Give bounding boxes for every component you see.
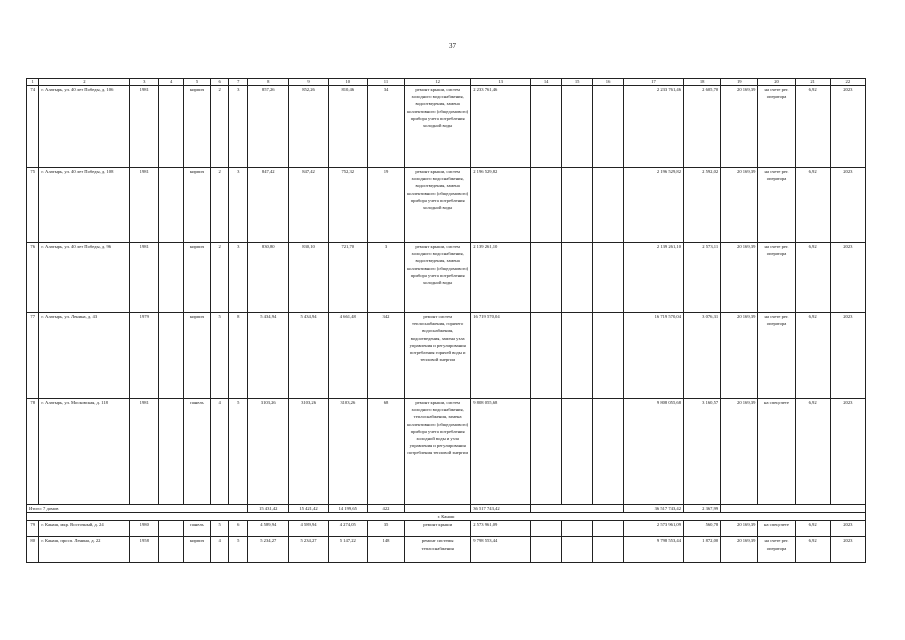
- floors-cell: 5: [210, 521, 229, 537]
- residents-cell: 19: [367, 168, 404, 243]
- reserve-cell: 6,92: [795, 313, 830, 399]
- fund-method-cell: на спецсчете: [758, 399, 795, 505]
- column-number: 20: [758, 79, 795, 86]
- fund-method-cell: на счете рег. оператора: [758, 537, 795, 563]
- year-built-cell: 1981: [130, 243, 159, 313]
- owners-funds-sum: 36 517 743,42: [624, 505, 684, 513]
- repair-works-cell: ремонт крыши: [405, 521, 471, 537]
- repair-works-cell: ремонт крыши, систем холодного водоснабжения, теплоснабжения, замена коллективного (общедомового) прибора учета потребления холодной воды и узла управления и регулирования потребления тепловой энергии: [405, 399, 471, 505]
- max-unit-cost-cell: 20 169,39: [721, 399, 758, 505]
- row-number: 79: [27, 521, 39, 537]
- reserve-cell: 6,92: [795, 521, 830, 537]
- empty-cell: [593, 243, 624, 313]
- empty-cell: [593, 399, 624, 505]
- entrances-cell: 6: [229, 521, 248, 537]
- wall-material-cell: кирпич: [184, 168, 211, 243]
- residents-cell: 3: [367, 243, 404, 313]
- unit-cost-cell: 2 605,70: [684, 86, 721, 168]
- empty-cell: [531, 168, 562, 243]
- empty-cell: [531, 313, 562, 399]
- living-area-cell: 752,32: [328, 168, 367, 243]
- max-unit-cost-cell: 20 169,39: [721, 521, 758, 537]
- column-number: 6: [210, 79, 229, 86]
- residents-cell: 148: [367, 537, 404, 563]
- floors-cell: 2: [210, 86, 229, 168]
- residents-cell: 68: [367, 399, 404, 505]
- row-number: 77: [27, 313, 39, 399]
- house-row: [27, 243, 866, 313]
- column-number: 7: [229, 79, 248, 86]
- completion-year-cell: 2023: [830, 399, 865, 505]
- max-unit-cost-cell: 20 169,39: [721, 86, 758, 168]
- house-row: [27, 168, 866, 243]
- completion-year-cell: 2023: [830, 168, 865, 243]
- empty-cell: [159, 243, 184, 313]
- wall-material-cell: кирпич: [184, 313, 211, 399]
- column-number: 22: [830, 79, 865, 86]
- unit-cost-cell: 3 076,31: [684, 313, 721, 399]
- column-number: 8: [248, 79, 289, 86]
- unit-cost-cell: 560,78: [684, 521, 721, 537]
- completion-year-cell: 2023: [830, 313, 865, 399]
- reserve-cell: 6,92: [795, 399, 830, 505]
- wall-material-cell: кирпич: [184, 243, 211, 313]
- completion-year-cell: 2023: [830, 537, 865, 563]
- empty-cell: [562, 537, 593, 563]
- empty-cell: [531, 399, 562, 505]
- empty-cell: [562, 399, 593, 505]
- completion-year-cell: 2023: [830, 243, 865, 313]
- total-cost-cell: 9 798 553,44: [471, 537, 531, 563]
- total-area-cell: 5 434,94: [248, 313, 289, 399]
- empty-cell: [531, 521, 562, 537]
- row-number: 78: [27, 399, 39, 505]
- column-number: 10: [328, 79, 367, 86]
- empty-cell: [562, 243, 593, 313]
- column-number: 17: [624, 79, 684, 86]
- entrances-cell: 3: [229, 168, 248, 243]
- entrances-cell: 5: [229, 399, 248, 505]
- total-area-cell: 847,42: [248, 168, 289, 243]
- empty-cell: [562, 313, 593, 399]
- column-number: 3: [130, 79, 159, 86]
- empty-cell: [159, 168, 184, 243]
- unit-cost-sum: 2 367,99: [684, 505, 721, 513]
- year-built-cell: 1981: [130, 168, 159, 243]
- house-row: [27, 86, 866, 168]
- address-cell: г. Алатырь, ул. 40 лет Победы, д. 106: [39, 86, 130, 168]
- total-cost-sum: 36 517 743,42: [471, 505, 531, 513]
- column-number: 5: [184, 79, 211, 86]
- total-area-cell: 830,80: [248, 243, 289, 313]
- reserve-cell: 6,92: [795, 168, 830, 243]
- city-group-header: [27, 513, 866, 521]
- owners-funds-cell: 9 808 055,68: [624, 399, 684, 505]
- residential-area-cell: 830,10: [289, 243, 328, 313]
- column-number: 9: [289, 79, 328, 86]
- residents-sum: 422: [367, 505, 404, 513]
- total-cost-cell: 2 233 761,46: [471, 86, 531, 168]
- house-row: [27, 313, 866, 399]
- total-cost-cell: 9 808 055,68: [471, 399, 531, 505]
- address-cell: г. Алатырь, ул. 40 лет Победы, д. 108: [39, 168, 130, 243]
- total-area-sum: 15 431,42: [248, 505, 289, 513]
- column-number: 19: [721, 79, 758, 86]
- completion-year-cell: 2023: [830, 86, 865, 168]
- wall-material-cell: кирпич: [184, 537, 211, 563]
- residential-area-sum: 15 421,42: [289, 505, 328, 513]
- column-number: 15: [562, 79, 593, 86]
- repair-works-cell: ремонт системы теплоснабжения: [405, 537, 471, 563]
- owners-funds-cell: 2 573 961,09: [624, 521, 684, 537]
- living-area-cell: 3103,26: [328, 399, 367, 505]
- empty-cell: [531, 86, 562, 168]
- empty-cell: [721, 505, 866, 513]
- year-built-cell: 1980: [130, 521, 159, 537]
- year-built-cell: 1979: [130, 313, 159, 399]
- owners-funds-cell: 9 798 553,44: [624, 537, 684, 563]
- empty-cell: [159, 537, 184, 563]
- unit-cost-cell: 2 592,02: [684, 168, 721, 243]
- address-cell: г. Алатырь, ул. Ленина, д. 43: [39, 313, 130, 399]
- residents-cell: 342: [367, 313, 404, 399]
- max-unit-cost-cell: 20 169,39: [721, 243, 758, 313]
- reserve-cell: 6,92: [795, 86, 830, 168]
- floors-cell: 2: [210, 168, 229, 243]
- residents-cell: 35: [367, 521, 404, 537]
- empty-cell: [159, 521, 184, 537]
- city-name: г. Канаш: [27, 513, 866, 521]
- wall-material-cell: панель: [184, 399, 211, 505]
- floors-cell: 5: [210, 313, 229, 399]
- completion-year-cell: 2023: [830, 521, 865, 537]
- empty-cell: [593, 313, 624, 399]
- column-number: 4: [159, 79, 184, 86]
- wall-material-cell: кирпич: [184, 86, 211, 168]
- owners-funds-cell: 16 719 570,04: [624, 313, 684, 399]
- total-area-cell: 4 589,94: [248, 521, 289, 537]
- fund-method-cell: на счете рег. оператора: [758, 86, 795, 168]
- max-unit-cost-cell: 20 169,39: [721, 168, 758, 243]
- max-unit-cost-cell: 20 169,39: [721, 313, 758, 399]
- address-cell: г. Алатырь, ул. Московская, д. 118: [39, 399, 130, 505]
- residential-area-cell: 3103,26: [289, 399, 328, 505]
- total-area-cell: 857,26: [248, 86, 289, 168]
- wall-material-cell: панель: [184, 521, 211, 537]
- residential-area-cell: 5 234,27: [289, 537, 328, 563]
- unit-cost-cell: 3 160,57: [684, 399, 721, 505]
- entrances-cell: 8: [229, 313, 248, 399]
- repair-works-cell: ремонт крыши, систем холодного водоснабжения, водоотведения, замена коллективного (общедомового) прибора учета потребления холодной воды: [405, 168, 471, 243]
- repair-works-cell: ремонт крыши, систем холодного водоснабжения, водоотведения, замена коллективного (общедомового) прибора учета потребления холодной воды: [405, 86, 471, 168]
- column-number: 21: [795, 79, 830, 86]
- fund-method-cell: на счете рег. оператора: [758, 313, 795, 399]
- empty-cell: [159, 86, 184, 168]
- owners-funds-cell: 2 196 529,82: [624, 168, 684, 243]
- total-cost-cell: 2 196 529,82: [471, 168, 531, 243]
- empty-cell: [593, 537, 624, 563]
- unit-cost-cell: 2 573,11: [684, 243, 721, 313]
- living-area-cell: 4 274,05: [328, 521, 367, 537]
- entrances-cell: 5: [229, 537, 248, 563]
- empty-cell: [405, 505, 471, 513]
- reserve-cell: 6,92: [795, 243, 830, 313]
- address-cell: г. Алатырь, ул. 40 лет Победы, д. 96: [39, 243, 130, 313]
- page-number: 37: [449, 42, 456, 50]
- empty-cell: [562, 168, 593, 243]
- total-cost-cell: 2 139 261,10: [471, 243, 531, 313]
- row-number: 80: [27, 537, 39, 563]
- column-number: 11: [367, 79, 404, 86]
- residents-cell: 34: [367, 86, 404, 168]
- living-area-cell: 5 147,22: [328, 537, 367, 563]
- address-cell: г. Канаш, просп. Ленина, д. 22: [39, 537, 130, 563]
- total-area-cell: 3103,26: [248, 399, 289, 505]
- repair-works-cell: ремонт систем теплоснабжения, горячего водоснабжения, водоотведения, замена узла управления и регулирования потребления горячей воды и тепловой энергии: [405, 313, 471, 399]
- row-number: 76: [27, 243, 39, 313]
- column-number: 18: [684, 79, 721, 86]
- row-number: 74: [27, 86, 39, 168]
- total-row: [27, 505, 866, 513]
- year-built-cell: 1981: [130, 86, 159, 168]
- row-number: 75: [27, 168, 39, 243]
- repair-works-cell: ремонт крыши, систем холодного водоснабжения, водоотведения, замена коллективного (общедомового) прибора учета потребления холодной воды: [405, 243, 471, 313]
- empty-cell: [562, 521, 593, 537]
- column-number: 1: [27, 79, 39, 86]
- column-number: 16: [593, 79, 624, 86]
- residential-area-cell: 5 434,94: [289, 313, 328, 399]
- column-number: 13: [471, 79, 531, 86]
- fund-method-cell: на спецсчете: [758, 521, 795, 537]
- owners-funds-cell: 2 233 761,46: [624, 86, 684, 168]
- house-row: [27, 537, 866, 563]
- empty-cell: [159, 399, 184, 505]
- residential-area-cell: 4 589,94: [289, 521, 328, 537]
- total-cost-cell: 16 719 570,04: [471, 313, 531, 399]
- unit-cost-cell: 1 872,00: [684, 537, 721, 563]
- capital-repair-register-table: [26, 78, 866, 563]
- living-area-sum: 14 199,65: [328, 505, 367, 513]
- floors-cell: 4: [210, 537, 229, 563]
- total-label: Итого: 7 домов: [27, 505, 248, 513]
- column-number: 2: [39, 79, 130, 86]
- fund-method-cell: на счете рег. оператора: [758, 168, 795, 243]
- empty-cell: [562, 86, 593, 168]
- empty-cell: [531, 505, 624, 513]
- year-built-cell: 1981: [130, 399, 159, 505]
- empty-cell: [593, 168, 624, 243]
- owners-funds-cell: 2 139 261,10: [624, 243, 684, 313]
- reserve-cell: 6,92: [795, 537, 830, 563]
- empty-cell: [159, 313, 184, 399]
- living-area-cell: 810,46: [328, 86, 367, 168]
- max-unit-cost-cell: 20 169,39: [721, 537, 758, 563]
- column-number: 14: [531, 79, 562, 86]
- house-row: [27, 521, 866, 537]
- address-cell: г. Канаш, мкр. Восточный, д. 24: [39, 521, 130, 537]
- residential-area-cell: 852,26: [289, 86, 328, 168]
- residential-area-cell: 847,42: [289, 168, 328, 243]
- floors-cell: 4: [210, 399, 229, 505]
- living-area-cell: 4 661,48: [328, 313, 367, 399]
- floors-cell: 2: [210, 243, 229, 313]
- entrances-cell: 3: [229, 86, 248, 168]
- total-cost-cell: 2 573 961,09: [471, 521, 531, 537]
- column-number: 12: [405, 79, 471, 86]
- empty-cell: [531, 243, 562, 313]
- fund-method-cell: на счете рег. оператора: [758, 243, 795, 313]
- year-built-cell: 1958: [130, 537, 159, 563]
- living-area-cell: 721,70: [328, 243, 367, 313]
- empty-cell: [531, 537, 562, 563]
- total-area-cell: 5 234,27: [248, 537, 289, 563]
- column-number-row: [27, 79, 866, 86]
- house-row: [27, 399, 866, 505]
- empty-cell: [593, 86, 624, 168]
- entrances-cell: 3: [229, 243, 248, 313]
- empty-cell: [593, 521, 624, 537]
